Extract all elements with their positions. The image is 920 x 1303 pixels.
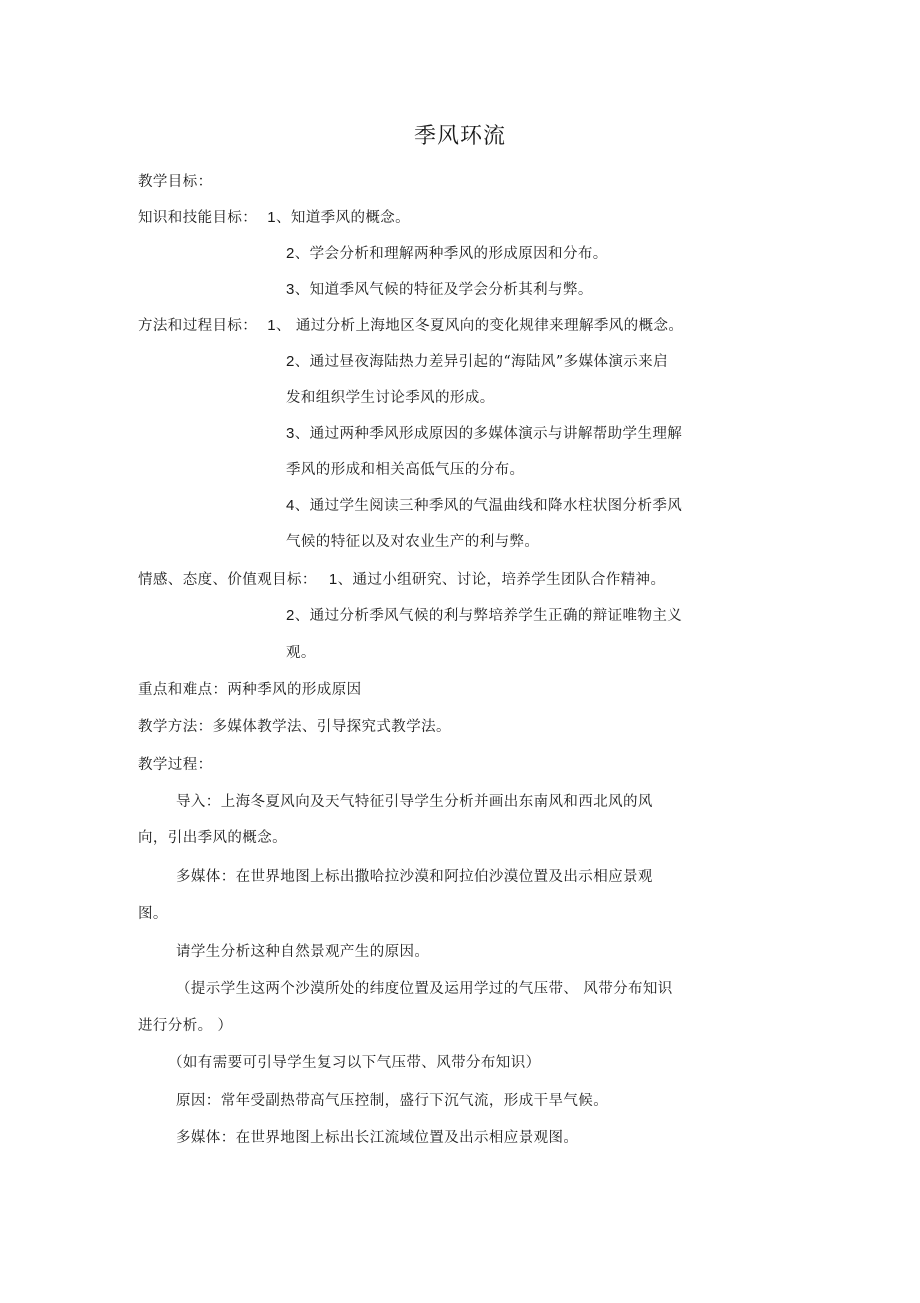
method-goals-label: 方法和过程目标： [138, 318, 258, 334]
attitude-goals-item-2-cont: 观。 [286, 645, 316, 661]
knowledge-goals-item-1 [138, 208, 410, 228]
process-intro: 导入：上海冬夏风向及天气特征引导学生分析并画出东南风和西北风的风 [176, 794, 653, 810]
method-goals-item-3 [286, 424, 682, 444]
item-text: 、学会分析和理解两种季风的形成原因和分布。 [294, 246, 608, 262]
item-number: 1 [267, 317, 276, 334]
method-goals-item-2-cont: 发和组织学生讨论季风的形成。 [286, 390, 495, 406]
process-review: （如有需要可引导学生复习以下气压带、风带分布知识） [168, 1055, 541, 1071]
process-hint-cont: 进行分析。 ） [138, 1018, 233, 1034]
knowledge-goals-item-2 [286, 244, 608, 264]
process-multimedia-2: 多媒体：在世界地图上标出长江流域位置及出示相应景观图。 [176, 1130, 579, 1146]
item-text: 、知道季风的概念。 [275, 210, 411, 226]
process-hint: （提示学生这两个沙漠所处的纬度位置及运用学过的气压带、 风带分布知识 [176, 981, 673, 997]
item-text: 、通过学生阅读三种季风的气温曲线和降水柱状图分析季风 [294, 498, 683, 514]
item-number: 3 [286, 281, 295, 298]
method-goals-item-2 [286, 352, 668, 372]
item-number: 2 [286, 607, 295, 624]
item-text: 、通过两种季风形成原因的多媒体演示与讲解帮助学生理解 [294, 426, 683, 442]
item-number: 4 [286, 497, 295, 514]
item-number: 1 [328, 571, 338, 588]
section-label-goals: 教学目标： [138, 174, 213, 190]
item-number: 2 [286, 353, 295, 370]
method-goals-item-3-cont: 季风的形成和相关高低气压的分布。 [286, 462, 525, 478]
knowledge-goals-item-3 [286, 280, 593, 300]
item-number: 3 [286, 425, 295, 442]
item-text: 、 通过分析上海地区冬夏风向的变化规律来理解季风的概念。 [275, 318, 684, 334]
method-goals-item-4-cont: 气候的特征以及对农业生产的利与弊。 [286, 534, 540, 550]
process-reason: 原因：常年受副热带高气压控制，盛行下沉气流，形成干旱气候。 [176, 1093, 609, 1109]
item-text: 、通过昼夜海陆热力差异引起的“海陆风”多媒体演示来启 [294, 354, 668, 370]
method-goals-item-1 [138, 316, 683, 336]
teaching-methods: 教学方法：多媒体教学法、引导探究式教学法。 [138, 719, 451, 735]
attitude-goals-item-1 [138, 570, 665, 590]
knowledge-goals-label: 知识和技能目标： [138, 210, 258, 226]
method-goals-item-4 [286, 496, 682, 516]
item-number: 1 [267, 209, 276, 226]
key-points: 重点和难点：两种季风的形成原因 [138, 682, 362, 698]
process-multimedia-1-cont: 图。 [138, 906, 168, 922]
attitude-goals-item-2 [286, 606, 682, 626]
item-text: 、通过小组研究、讨论，培养学生团队合作精神。 [337, 572, 666, 588]
item-text: 、通过分析季风气候的利与弊培养学生正确的辩证唯物主义 [294, 608, 683, 624]
process-ask: 请学生分析这种自然景观产生的原因。 [176, 944, 430, 960]
page-title: 季风环流 [413, 124, 506, 149]
item-number: 2 [286, 245, 295, 262]
process-multimedia-1: 多媒体：在世界地图上标出撒哈拉沙漠和阿拉伯沙漠位置及出示相应景观 [176, 869, 653, 885]
process-label: 教学过程： [138, 757, 213, 773]
process-intro-cont: 向，引出季风的概念。 [138, 830, 287, 846]
attitude-goals-label: 情感、态度、价值观目标： [138, 572, 317, 588]
item-text: 、知道季风气候的特征及学会分析其利与弊。 [294, 282, 593, 298]
